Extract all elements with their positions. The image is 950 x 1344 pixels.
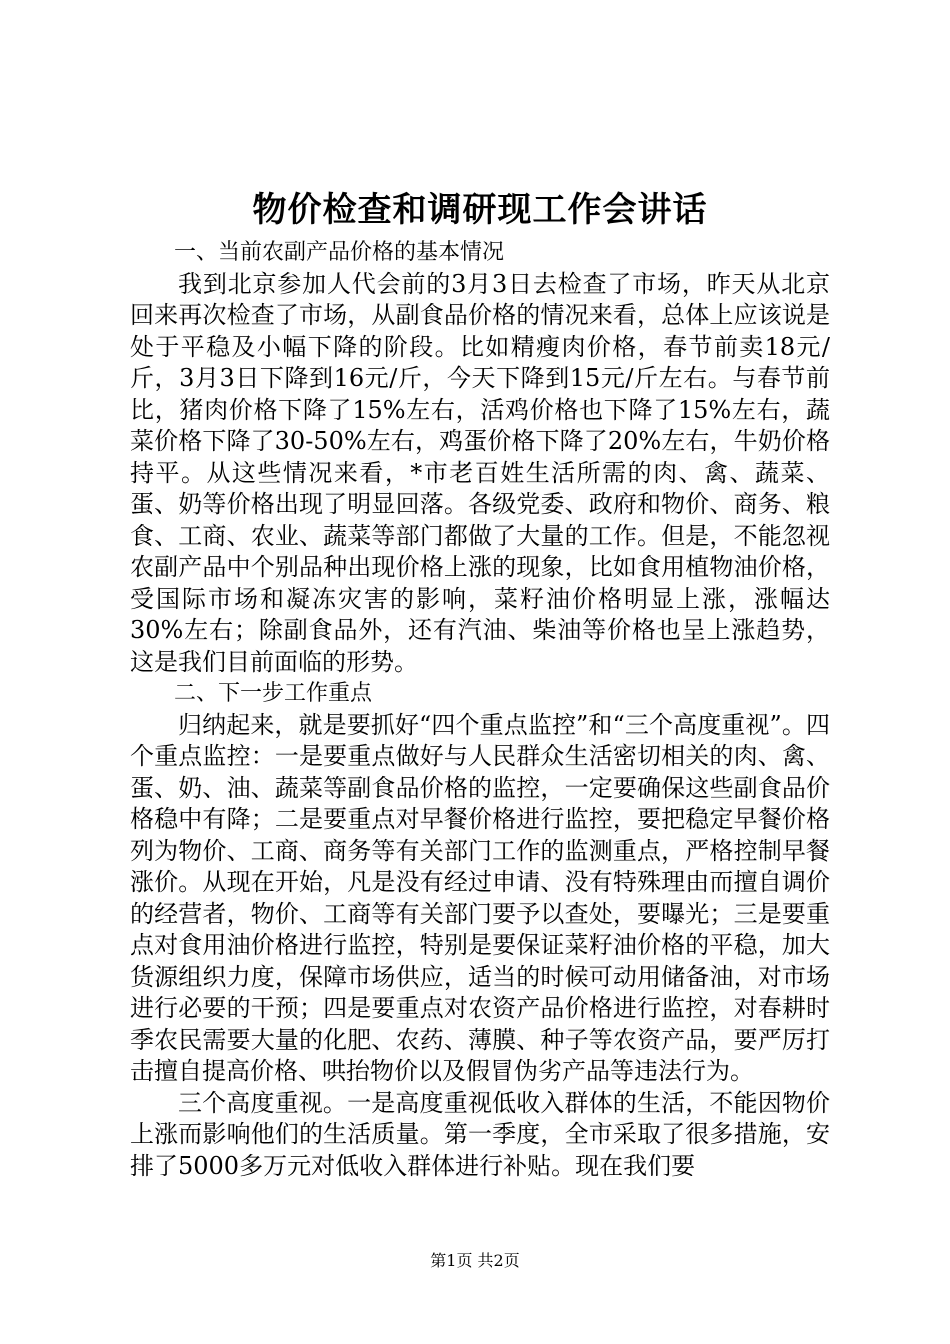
section-heading: 二、下一步工作重点: [174, 681, 373, 706]
paragraph: 我到北京参加人代会前的3月3日去检查了市场，昨天从北京回来再次检查了市场，从副食品价格的情况来看，总体上应该说是处于平稳及小幅下降的阶段。比如精瘦肉价格，春节前卖18元/斤，3月3日下降到16元/斤，今天下降到15元/斤左右。与春节前比，猪肉价格下降了15%左右，活鸡价格也下降了15%左右，蔬菜价格下降了30-50%左右，鸡蛋价格下降了20%左右，牛奶价格持平。从这些情况来看，*市老百姓生活所需的肉、禽、蔬菜、蛋、奶等价格出现了明显回落。各级党委、政府和物价、商务、粮食、工商、农业、蔬菜等部门都做了大量的工作。但是，不能忽视农副产品中个别品种出现价格上涨的现象，比如食用植物油价格，受国际市场和凝冻灾害的影响，菜籽油价格明显上涨，涨幅达30%左右；除副食品外，还有汽油、柴油等价格也呈上涨趋势，这是我们目前面临的形势。: [130, 269, 830, 676]
paragraph: 归纳起来，就是要抓好“四个重点监控”和“三个高度重视”。四个重点监控：一是要重点做好与人民群众生活密切相关的肉、禽、蛋、奶、油、蔬菜等副食品价格的监控，一定要确保这些副食品价格稳中有降；二是要重点对早餐价格进行监控，要把稳定早餐价格列为物价、工商、商务等有关部门工作的监测重点，严格控制早餐涨价。从现在开始，凡是没有经过申请、没有特殊理由而擅自调价的经营者，物价、工商等有关部门要予以查处，要曝光；三是要重点对食用油价格进行监控，特别是要保证菜籽油价格的平稳，加大货源组织力度，保障市场供应，适当的时候可动用储备油，对市场进行必要的干预；四是要重点对农资产品价格进行监控，对春耕时季农民需要大量的化肥、农药、薄膜、种子等农资产品，要严厉打击擅自提高价格、哄抬物价以及假冒伪劣产品等违法行为。: [130, 710, 830, 1085]
document-title: 物价检查和调研现工作会讲话: [252, 190, 708, 230]
paragraph: 三个高度重视。一是高度重视低收入群体的生活，不能因物价上涨而影响他们的生活质量。第一季度，全市采取了很多措施，安排了5000多万元对低收入群体进行补贴。现在我们要: [130, 1088, 830, 1180]
section-heading: 一、当前农副产品价格的基本情况: [174, 240, 505, 265]
page-footer: 第1页 共2页: [430, 1251, 520, 1270]
section-next-steps: [130, 678, 830, 1182]
document-body: [130, 185, 830, 1182]
section-basic-situation: [130, 237, 830, 678]
